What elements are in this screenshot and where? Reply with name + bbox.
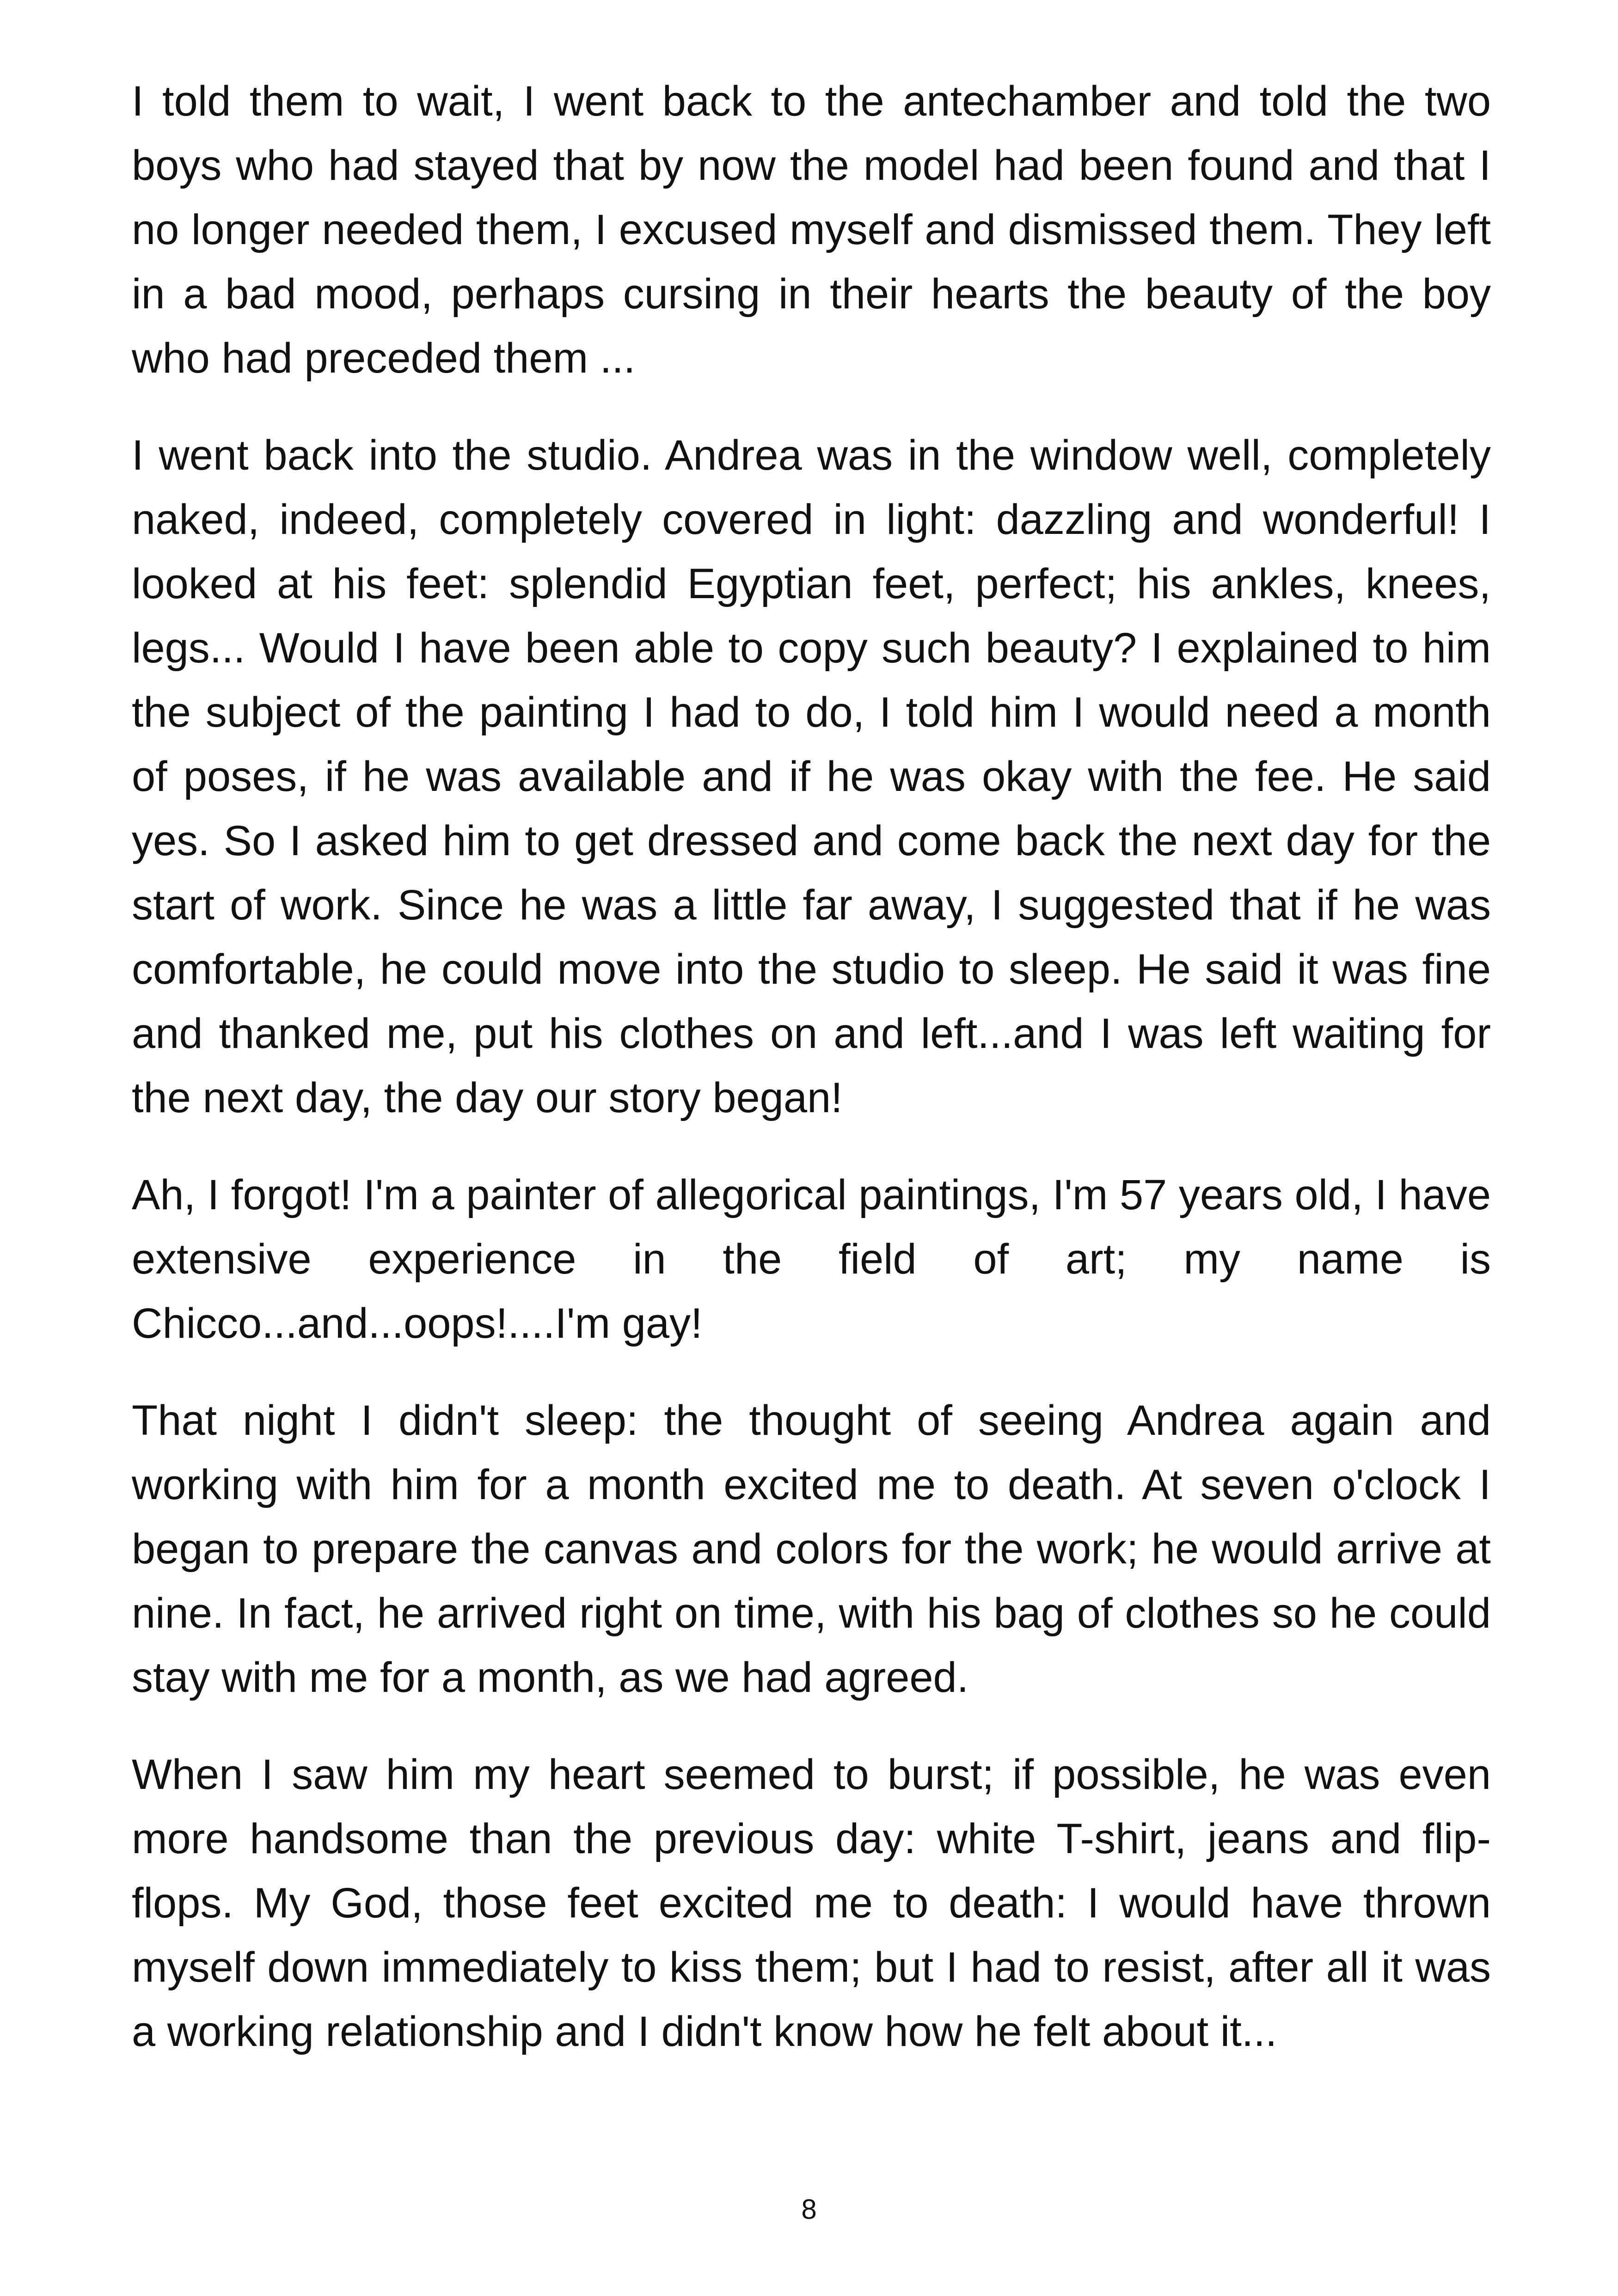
- paragraph-4: That night I didn't sleep: the thought of seeing Andrea again and working with him for a month excited me to death. At seven o'clock I began to prepare the canvas and colors for the work; he would arrive at nine. In fact, he arrived right on time, with his bag of clothes so he could stay with me for a month, as we had agreed.: [132, 1397, 1491, 1701]
- paragraph-3: Ah, I forgot! I'm a painter of allegorical paintings, I'm 57 years old, I have extensive experience in the field of art; my name is Chicco...and...oops!....I'm gay!: [132, 1171, 1491, 1347]
- body-text: [132, 69, 1491, 2097]
- page-number: 8: [801, 2194, 817, 2225]
- paragraph-5: When I saw him my heart seemed to burst; if possible, he was even more handsome than the previous day: white T-shirt, jeans and flip-flops. My God, those feet excited me to death: I would have thrown myself down immediately to kiss them; but I had to resist, after all it was a working relationship and I didn't know how he felt about it...: [132, 1751, 1491, 2055]
- paragraph-1: I told them to wait, I went back to the antechamber and told the two boys who had stayed that by now the model had been found and that I no longer needed them, I excused myself and dismissed them. They left in a bad mood, perhaps cursing in their hearts the beauty of the boy who had preceded them ...: [132, 78, 1491, 382]
- paragraph-2: I went back into the studio. Andrea was in the window well, completely naked, indeed, completely covered in light: dazzling and wonderful! I looked at his feet: splendid Egyptian feet, perfect; his ankles, knees, legs... Would I have been able to copy such beauty? I explained to him the subject of the painting I had to do, I told him I would need a month of poses, if he was available and if he was okay with the fee. He said yes. So I asked him to get dressed and come back the next day for the start of work. Since he was a little far away, I suggested that if he was comfortable, he could move into the studio to sleep. He said it was fine and thanked me, put his clothes on and left...and I was left waiting for the next day, the day our story began!: [132, 432, 1491, 1121]
